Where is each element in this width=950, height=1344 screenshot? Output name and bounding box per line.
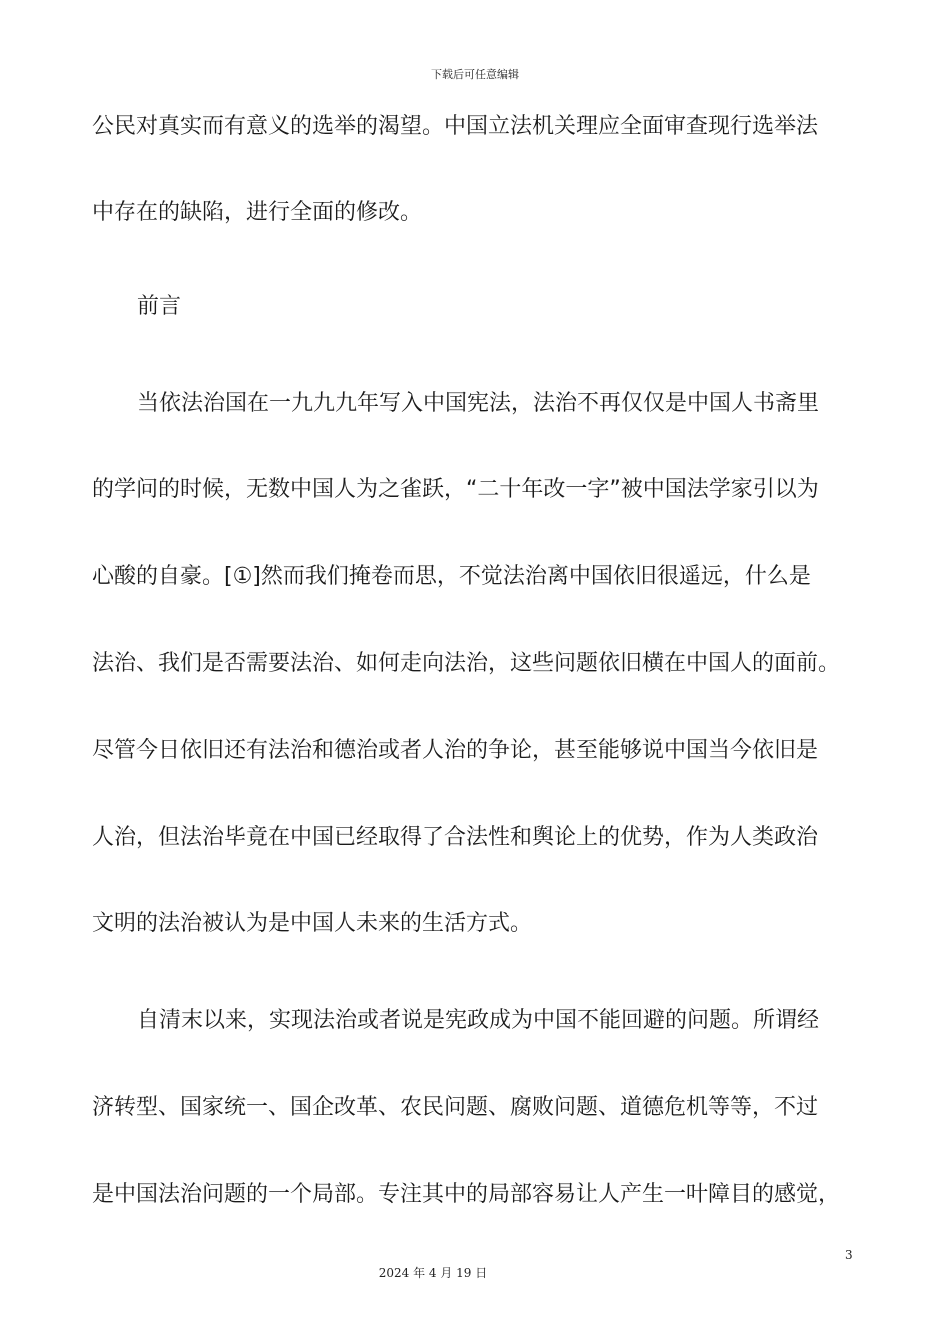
paragraph-line: 是中国法治问题的一个局部。专注其中的局部容易让人产生一叶障目的感觉，	[92, 1182, 841, 1207]
paragraph-line: 文明的法治被认为是中国人未来的生活方式。	[92, 911, 533, 936]
paragraph-line: 心酸的自豪。[①]然而我们掩卷而思，不觉法治离中国依旧很遥远，什么是	[92, 564, 811, 589]
paragraph-line: 中存在的缺陷，进行全面的修改。	[92, 200, 423, 225]
paragraph-line: 公民对真实而有意义的选举的渴望。中国立法机关理应全面审查现行选举法	[92, 114, 819, 139]
paragraph-line: 尽管今日依旧还有法治和德治或者人治的争论，甚至能够说中国当今依旧是	[92, 738, 819, 763]
paragraph-line: 的学问的时候，无数中国人为之雀跃，“二十年改一字”被中国法学家引以为	[92, 477, 819, 502]
section-heading: 前言	[137, 294, 182, 319]
footer-date: 2024 年 4 月 19 日	[378, 1266, 488, 1280]
paragraph-line: 自清末以来，实现法治或者说是宪政成为中国不能回避的问题。所谓经	[137, 1008, 820, 1033]
paragraph-line: 当依法治国在一九九九年写入中国宪法，法治不再仅仅是中国人书斋里	[137, 391, 820, 416]
paragraph-line: 济转型、国家统一、国企改革、农民问题、腐败问题、道德危机等等，不过	[92, 1095, 819, 1120]
header-note: 下载后可任意编辑	[431, 68, 519, 81]
paragraph-line: 法治、我们是否需要法治、如何走向法治，这些问题依旧横在中国人的面前。	[92, 651, 841, 676]
paragraph-line: 人治，但法治毕竟在中国已经取得了合法性和舆论上的优势，作为人类政治	[92, 825, 819, 850]
page-number: 3	[845, 1248, 853, 1262]
